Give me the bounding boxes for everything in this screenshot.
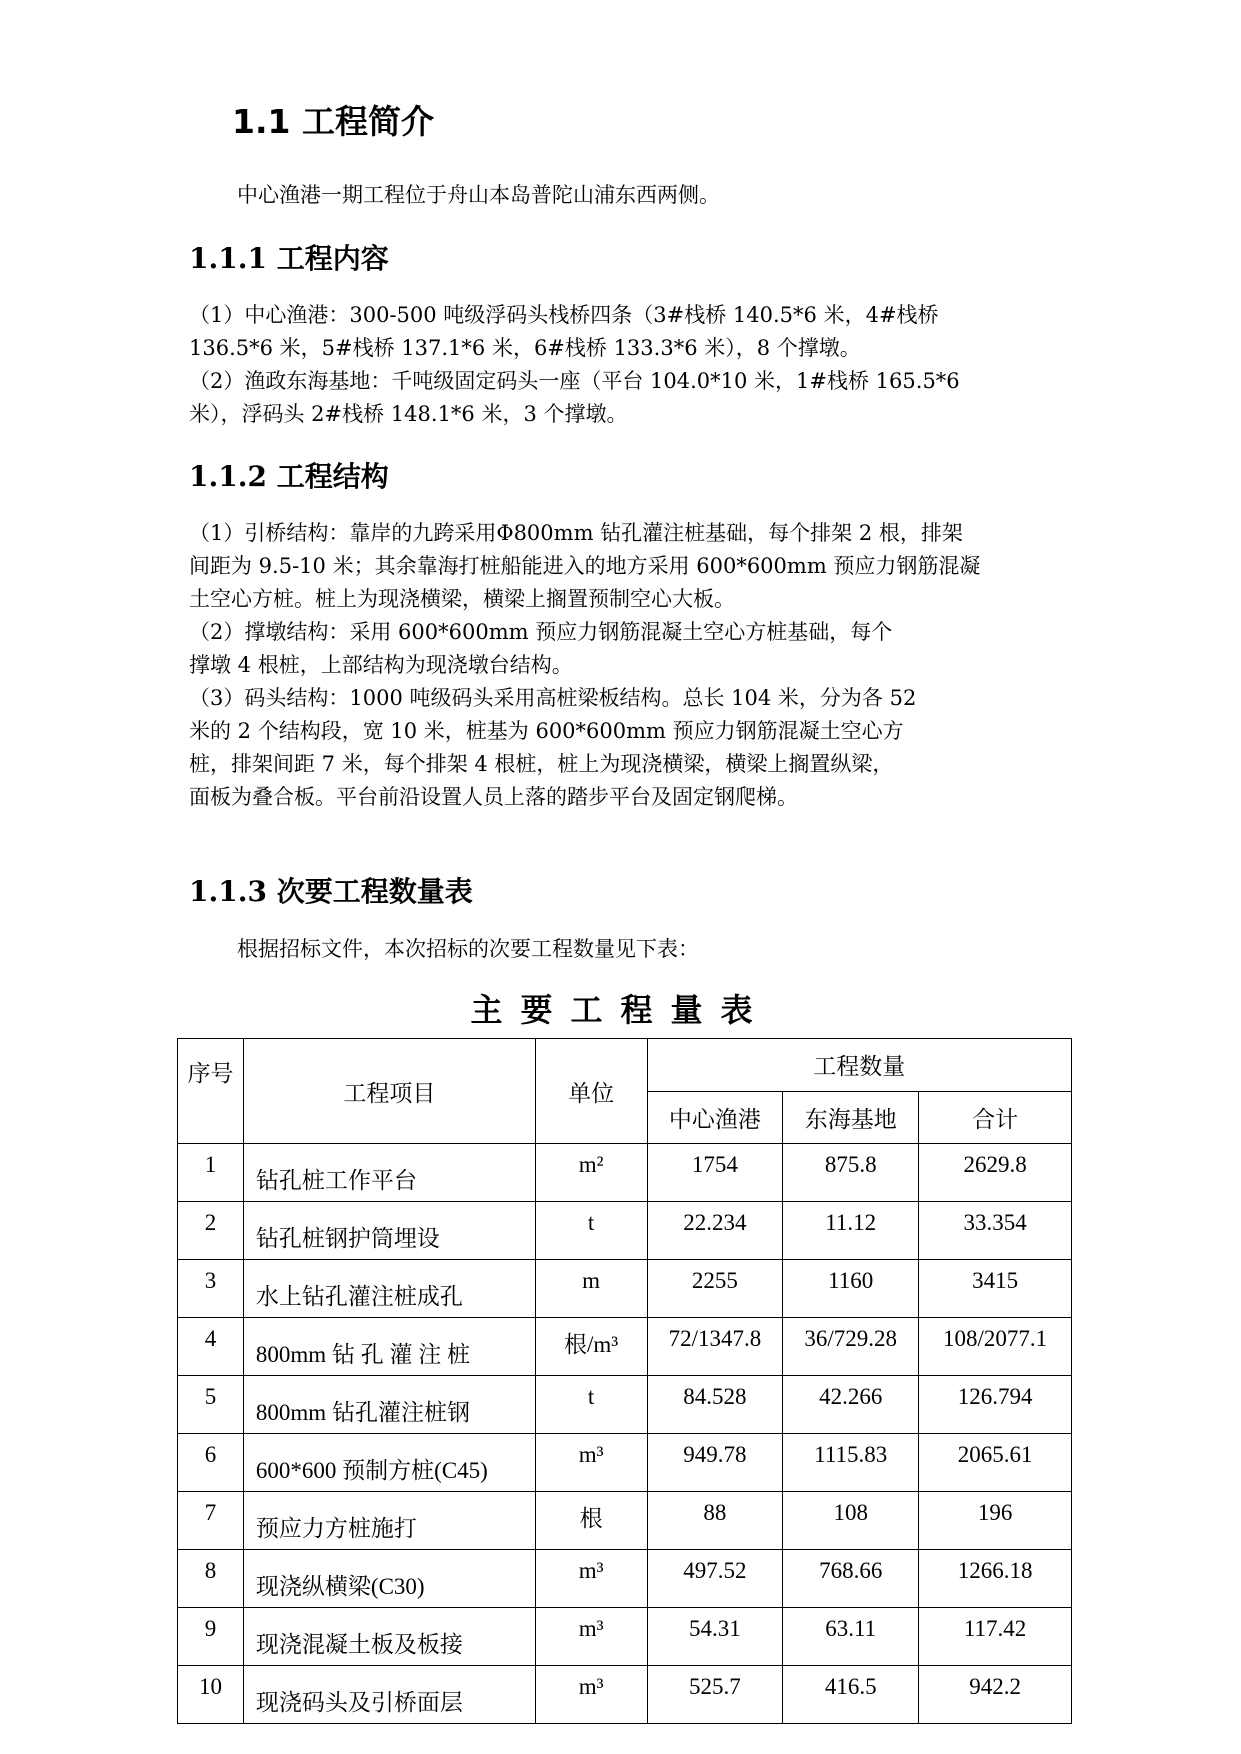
row-number: 2 bbox=[178, 1202, 244, 1260]
text-line: 土空心方桩。桩上为现浇横梁，横梁上搁置预制空心大板。 bbox=[189, 587, 735, 611]
row-unit: m² bbox=[535, 1144, 647, 1202]
row-item: 现浇混凝土板及板接 bbox=[243, 1608, 535, 1666]
text-line: 米的 2 个结构段，宽 10 米，桩基为 600*600mm 预应力钢筋混凝土空心方 bbox=[189, 719, 904, 743]
section-heading-1-1-2: 1.1.2 工程结构 bbox=[189, 460, 389, 493]
text-line: 面板为叠合板。平台前沿设置人员上落的踏步平台及固定钢爬梯。 bbox=[189, 785, 798, 809]
text-line: 撑墩 4 根桩，上部结构为现浇墩台结构。 bbox=[189, 653, 573, 677]
row-unit: 根/m³ bbox=[535, 1318, 647, 1376]
row-qty-b: 63.11 bbox=[783, 1608, 919, 1666]
text-line: （3）码头结构：1000 吨级码头采用高桩梁板结构。总长 104 米，分为各 52 bbox=[189, 686, 917, 710]
row-qty-a: 949.78 bbox=[647, 1434, 783, 1492]
row-number: 10 bbox=[178, 1666, 244, 1724]
table-title: 主要工程量表 bbox=[470, 991, 771, 1029]
text-line: 桩，排架间距 7 米，每个排架 4 根桩，桩上为现浇横梁，横梁上搁置纵梁， bbox=[189, 752, 894, 776]
text-line: （1）中心渔港：300-500 吨级浮码头栈桥四条（3#栈桥 140.5*6 米，4#栈桥 bbox=[189, 303, 939, 327]
row-item: 600*600 预制方桩(C45) bbox=[243, 1434, 535, 1492]
row-qty-a: 84.528 bbox=[647, 1376, 783, 1434]
row-qty-a: 22.234 bbox=[647, 1202, 783, 1260]
header-col-a: 中心渔港 bbox=[647, 1091, 783, 1144]
table-row bbox=[178, 1318, 1072, 1376]
row-number: 8 bbox=[178, 1550, 244, 1608]
row-unit: m³ bbox=[535, 1434, 647, 1492]
row-unit: m³ bbox=[535, 1666, 647, 1724]
table-row bbox=[178, 1260, 1072, 1318]
row-qty-b: 42.266 bbox=[783, 1376, 919, 1434]
row-qty-a: 497.52 bbox=[647, 1550, 783, 1608]
section-heading-1-1-3: 1.1.3 次要工程数量表 bbox=[189, 875, 473, 908]
row-item: 800mm 钻孔灌注桩钢 bbox=[243, 1376, 535, 1434]
row-item: 现浇码头及引桥面层 bbox=[243, 1666, 535, 1724]
row-qty-a: 88 bbox=[647, 1492, 783, 1550]
row-number: 9 bbox=[178, 1608, 244, 1666]
header-unit: 单位 bbox=[535, 1039, 647, 1144]
row-qty-a: 2255 bbox=[647, 1260, 783, 1318]
row-number: 3 bbox=[178, 1260, 244, 1318]
row-number: 6 bbox=[178, 1434, 244, 1492]
quantity-table bbox=[177, 1038, 1072, 1724]
header-item: 工程项目 bbox=[243, 1039, 535, 1144]
row-qty-b: 108 bbox=[783, 1492, 919, 1550]
row-item: 800mm 钻 孔 灌 注 桩 bbox=[243, 1318, 535, 1376]
text-line: （2）撑墩结构：采用 600*600mm 预应力钢筋混凝土空心方桩基础，每个 bbox=[189, 620, 893, 644]
row-unit: m³ bbox=[535, 1550, 647, 1608]
row-qty-b: 768.66 bbox=[783, 1550, 919, 1608]
intro-paragraph: 中心渔港一期工程位于舟山本岛普陀山浦东西两侧。 bbox=[237, 183, 720, 207]
row-qty-b: 36/729.28 bbox=[783, 1318, 919, 1376]
row-qty-c: 3415 bbox=[919, 1260, 1072, 1318]
table-row bbox=[178, 1376, 1072, 1434]
header-seq: 序号 bbox=[178, 1039, 244, 1144]
row-unit: t bbox=[535, 1376, 647, 1434]
row-number: 4 bbox=[178, 1318, 244, 1376]
section-heading-1-1-1: 1.1.1 工程内容 bbox=[189, 242, 389, 275]
row-item: 水上钻孔灌注桩成孔 bbox=[243, 1260, 535, 1318]
row-number: 5 bbox=[178, 1376, 244, 1434]
row-number: 7 bbox=[178, 1492, 244, 1550]
header-col-c: 合计 bbox=[919, 1091, 1072, 1144]
row-unit: m bbox=[535, 1260, 647, 1318]
row-item: 钻孔桩工作平台 bbox=[243, 1144, 535, 1202]
row-qty-a: 72/1347.8 bbox=[647, 1318, 783, 1376]
row-qty-a: 1754 bbox=[647, 1144, 783, 1202]
table-row bbox=[178, 1202, 1072, 1260]
text-line: （1）引桥结构：靠岸的九跨采用Φ800mm 钻孔灌注桩基础，每个排架 2 根，排架 bbox=[189, 521, 963, 545]
table-row bbox=[178, 1550, 1072, 1608]
row-item: 预应力方桩施打 bbox=[243, 1492, 535, 1550]
table-row bbox=[178, 1492, 1072, 1550]
row-qty-c: 108/2077.1 bbox=[919, 1318, 1072, 1376]
row-qty-b: 1115.83 bbox=[783, 1434, 919, 1492]
table-row bbox=[178, 1144, 1072, 1202]
row-qty-c: 2065.61 bbox=[919, 1434, 1072, 1492]
row-unit: 根 bbox=[535, 1492, 647, 1550]
row-qty-a: 54.31 bbox=[647, 1608, 783, 1666]
header-quantity: 工程数量 bbox=[647, 1039, 1072, 1092]
row-qty-c: 126.794 bbox=[919, 1376, 1072, 1434]
section-1-1-2-body bbox=[189, 517, 1069, 814]
row-qty-b: 416.5 bbox=[783, 1666, 919, 1724]
row-item: 钻孔桩钢护筒埋设 bbox=[243, 1202, 535, 1260]
table-row bbox=[178, 1608, 1072, 1666]
row-qty-c: 1266.18 bbox=[919, 1550, 1072, 1608]
table-body bbox=[178, 1144, 1072, 1724]
row-qty-b: 875.8 bbox=[783, 1144, 919, 1202]
text-line: 米），浮码头 2#栈桥 148.1*6 米，3 个撑墩。 bbox=[189, 402, 628, 426]
section-1-1-1-body bbox=[189, 299, 1069, 431]
row-qty-b: 11.12 bbox=[783, 1202, 919, 1260]
text-line: 间距为 9.5-10 米；其余靠海打桩船能进入的地方采用 600*600mm 预应力钢筋混凝 bbox=[189, 554, 981, 578]
row-qty-c: 33.354 bbox=[919, 1202, 1072, 1260]
row-qty-a: 525.7 bbox=[647, 1666, 783, 1724]
row-qty-b: 1160 bbox=[783, 1260, 919, 1318]
row-qty-c: 942.2 bbox=[919, 1666, 1072, 1724]
row-qty-c: 117.42 bbox=[919, 1608, 1072, 1666]
row-item: 现浇纵横梁(C30) bbox=[243, 1550, 535, 1608]
table-row bbox=[178, 1666, 1072, 1724]
text-line: 136.5*6 米，5#栈桥 137.1*6 米，6#栈桥 133.3*6 米），8 个撑墩。 bbox=[189, 336, 861, 360]
row-number: 1 bbox=[178, 1144, 244, 1202]
header-col-b: 东海基地 bbox=[783, 1091, 919, 1144]
row-unit: m³ bbox=[535, 1608, 647, 1666]
row-qty-c: 196 bbox=[919, 1492, 1072, 1550]
row-qty-c: 2629.8 bbox=[919, 1144, 1072, 1202]
table-row bbox=[178, 1434, 1072, 1492]
text-line: （2）渔政东海基地：千吨级固定码头一座（平台 104.0*10 米，1#栈桥 165.5*6 bbox=[189, 369, 960, 393]
section-heading-1-1: 1.1 工程简介 bbox=[232, 102, 434, 141]
row-unit: t bbox=[535, 1202, 647, 1260]
section-1-1-3-intro: 根据招标文件，本次招标的次要工程数量见下表： bbox=[237, 937, 699, 961]
